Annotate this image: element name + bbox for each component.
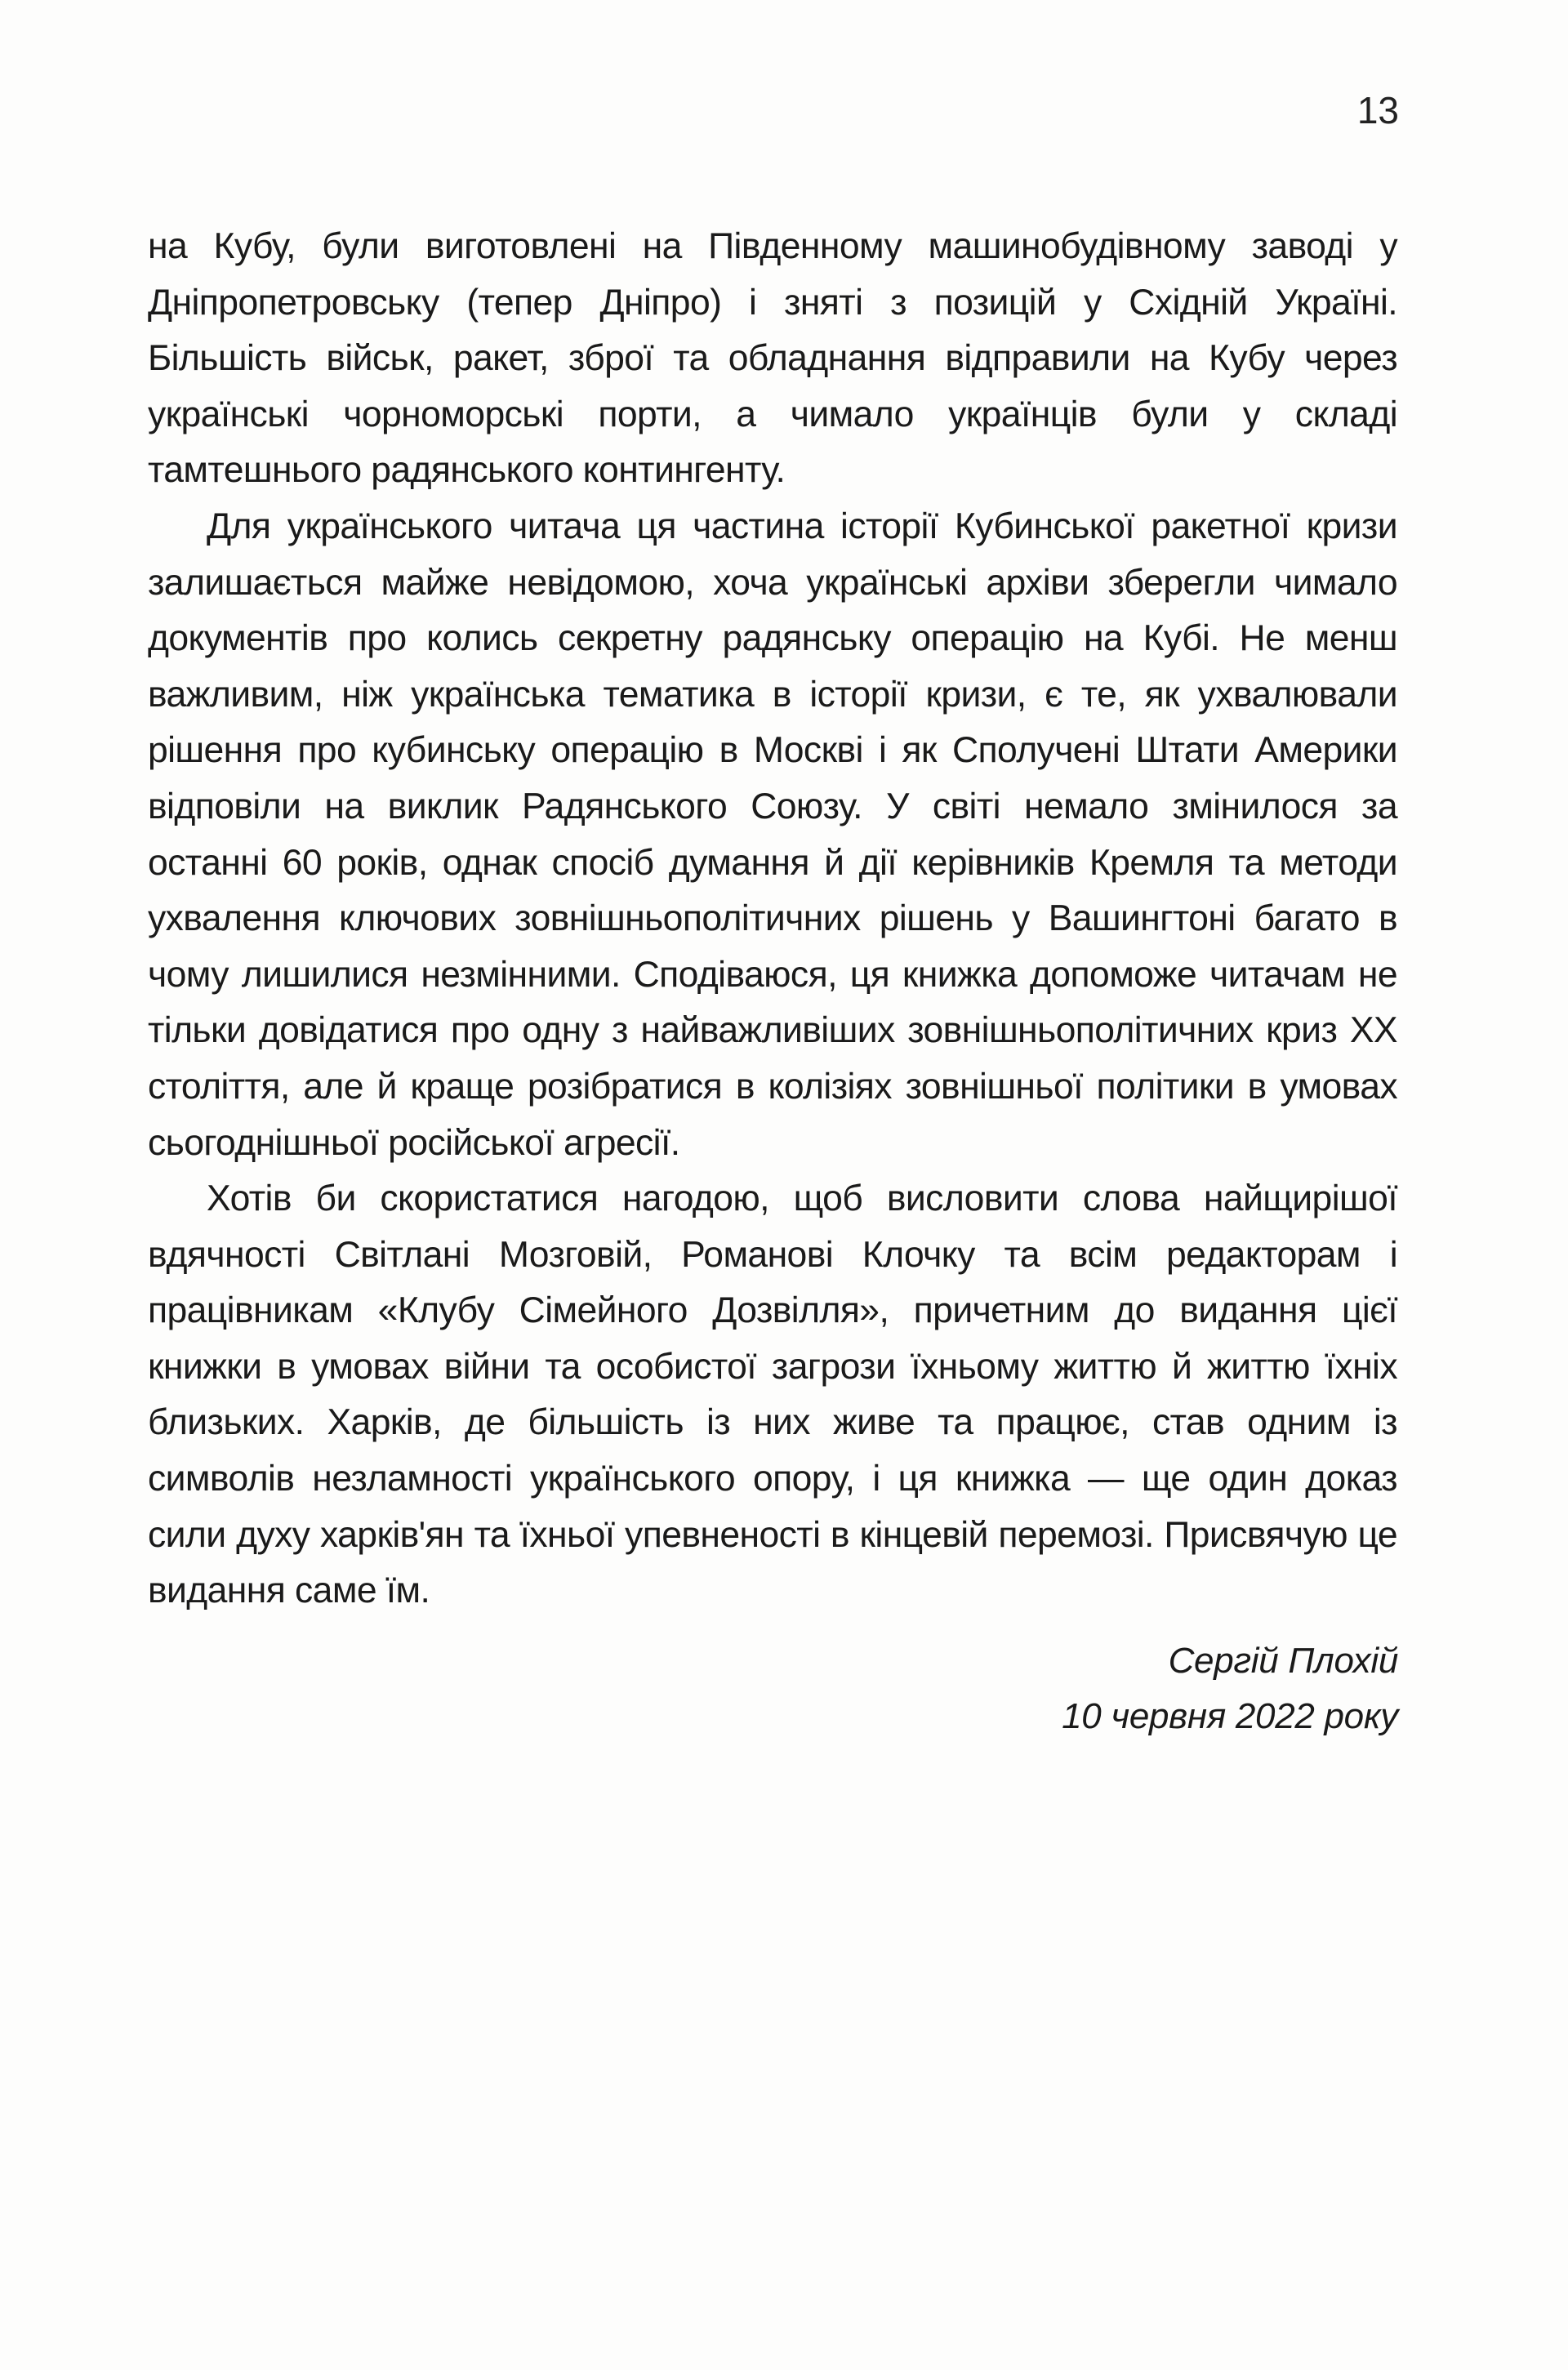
signature-block <box>1062 1633 1398 1744</box>
body-text <box>148 219 1397 1619</box>
page-number: 13 <box>1356 89 1399 131</box>
paragraph: Хотів би скористатися нагодою, щоб висловити слова найщирішої вдячності Світлані Мозговій, Романові Клочку та всім редакторам і працівникам «Клубу Сімейного Дозвілля», причетним до видання цієї книжки в умовах війни та особистої загрози їхньому життю й життю їхніх близьких. Харків, де більшість із них живе та працює, став одним із символів незламності українського опору, і ця книжка — ще один доказ сили духу харків'ян та їхньої упевненості в кінцевій перемозі. Присвячую це видання саме їм. <box>148 1178 1397 1611</box>
signature-author: Сергій Плохій <box>1168 1641 1398 1681</box>
signature-date: 10 червня 2022 року <box>1062 1696 1398 1736</box>
paragraph-continuation: на Кубу, були виготовлені на Південному машинобудівному заводі у Дніпропетровську (тепер Дніпро) і зняті з позицій у Східній Україні. Більшість військ, ракет, зброї та обладнання відправили на Кубу через українські чорноморські порти, а чимало українців були у складі тамтешнього радянського контингенту. <box>148 226 1397 491</box>
paragraph: Для українського читача ця частина історії Кубинської ракетної кризи залишається майже невідомою, хоча українські архіви зберегли чимало документів про колись секретну радянську операцію на Кубі. Не менш важливим, ніж українська тематика в історії кризи, є те, як ухвалювали рішення про кубинську операцію в Москві і як Сполучені Штати Америки відповіли на виклик Радянського Союзу. У світі немало змінилося за останні 60 років, однак спосіб думання й дії керівників Кремля та методи ухвалення ключових зовнішньополітичних рішень у Вашингтоні багато в чому лишилися незмінними. Сподіваюся, ця книжка допоможе читачам не тільки довідатися про одну з найважливіших зовнішньополітичних криз XX століття, але й краще розібратися в колізіях зовнішньої політики в умовах сьогоднішньої російської агресії. <box>148 506 1397 1163</box>
